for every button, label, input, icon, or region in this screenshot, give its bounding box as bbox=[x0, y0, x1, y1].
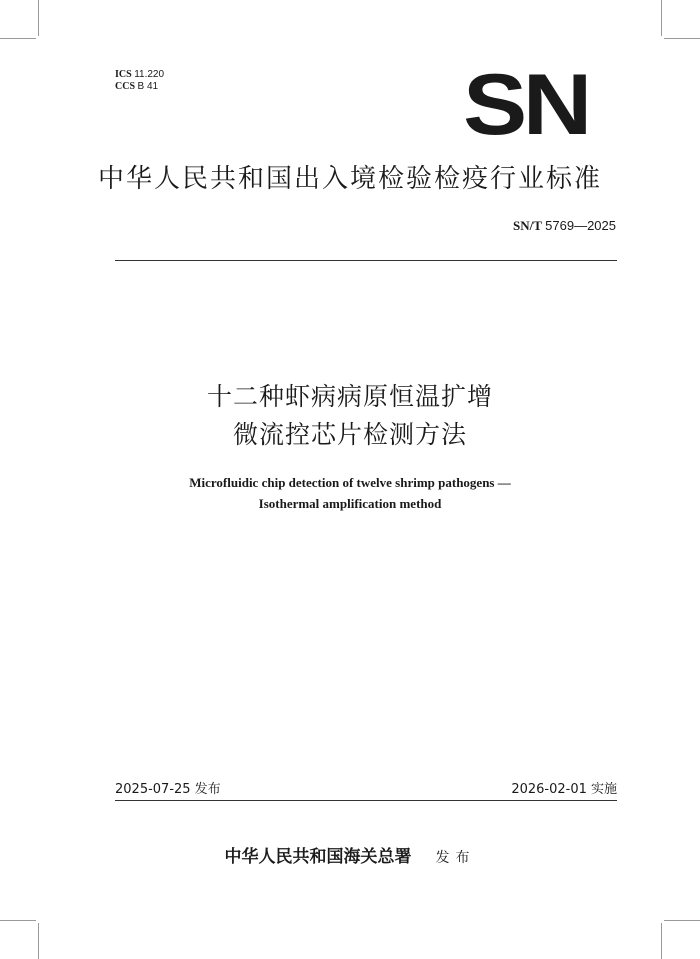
english-title bbox=[0, 472, 700, 514]
bottom-divider bbox=[115, 800, 617, 801]
crop-mark-bottom-left-h bbox=[0, 920, 36, 921]
sn-logo: SN bbox=[463, 57, 588, 153]
english-title-line1: Microfluidic chip detection of twelve shrimp pathogens — bbox=[189, 475, 511, 490]
ccs-value: B 41 bbox=[137, 81, 159, 92]
ics-label: ICS bbox=[115, 69, 132, 80]
crop-mark-bottom-right-v bbox=[661, 923, 662, 959]
standard-number bbox=[513, 218, 616, 234]
chinese-title-line1: 十二种虾病病原恒温扩增 bbox=[206, 382, 493, 411]
issuer-label: 发布 bbox=[435, 851, 476, 866]
issuer bbox=[0, 842, 700, 867]
chinese-title bbox=[0, 378, 700, 454]
crop-mark-top-right-h bbox=[664, 38, 700, 39]
crop-mark-top-left-v bbox=[38, 0, 39, 36]
classification-codes bbox=[115, 69, 164, 93]
standard-number-value: 5769—2025 bbox=[545, 218, 616, 233]
top-divider bbox=[115, 260, 617, 261]
chinese-title-line2: 微流控芯片检测方法 bbox=[232, 420, 467, 449]
issue-date: 2025-07-25 发布 bbox=[115, 782, 221, 797]
industry-standard-title: 中华人民共和国出入境检验检疫行业标准 bbox=[97, 164, 602, 194]
implementation-date: 2026-02-01 实施 bbox=[511, 782, 617, 797]
crop-mark-top-right-v bbox=[661, 0, 662, 36]
ccs-code bbox=[115, 81, 164, 93]
crop-mark-top-left-h bbox=[0, 38, 36, 39]
crop-mark-bottom-left-v bbox=[38, 923, 39, 959]
ics-code bbox=[115, 69, 164, 81]
ics-value: 11.220 bbox=[134, 69, 165, 80]
issuer-name: 中华人民共和国海关总署 bbox=[224, 847, 412, 866]
english-title-line2: Isothermal amplification method bbox=[258, 496, 442, 511]
ccs-label: CCS bbox=[115, 81, 136, 92]
standard-prefix: SN/T bbox=[513, 218, 542, 233]
crop-mark-bottom-right-h bbox=[664, 920, 700, 921]
